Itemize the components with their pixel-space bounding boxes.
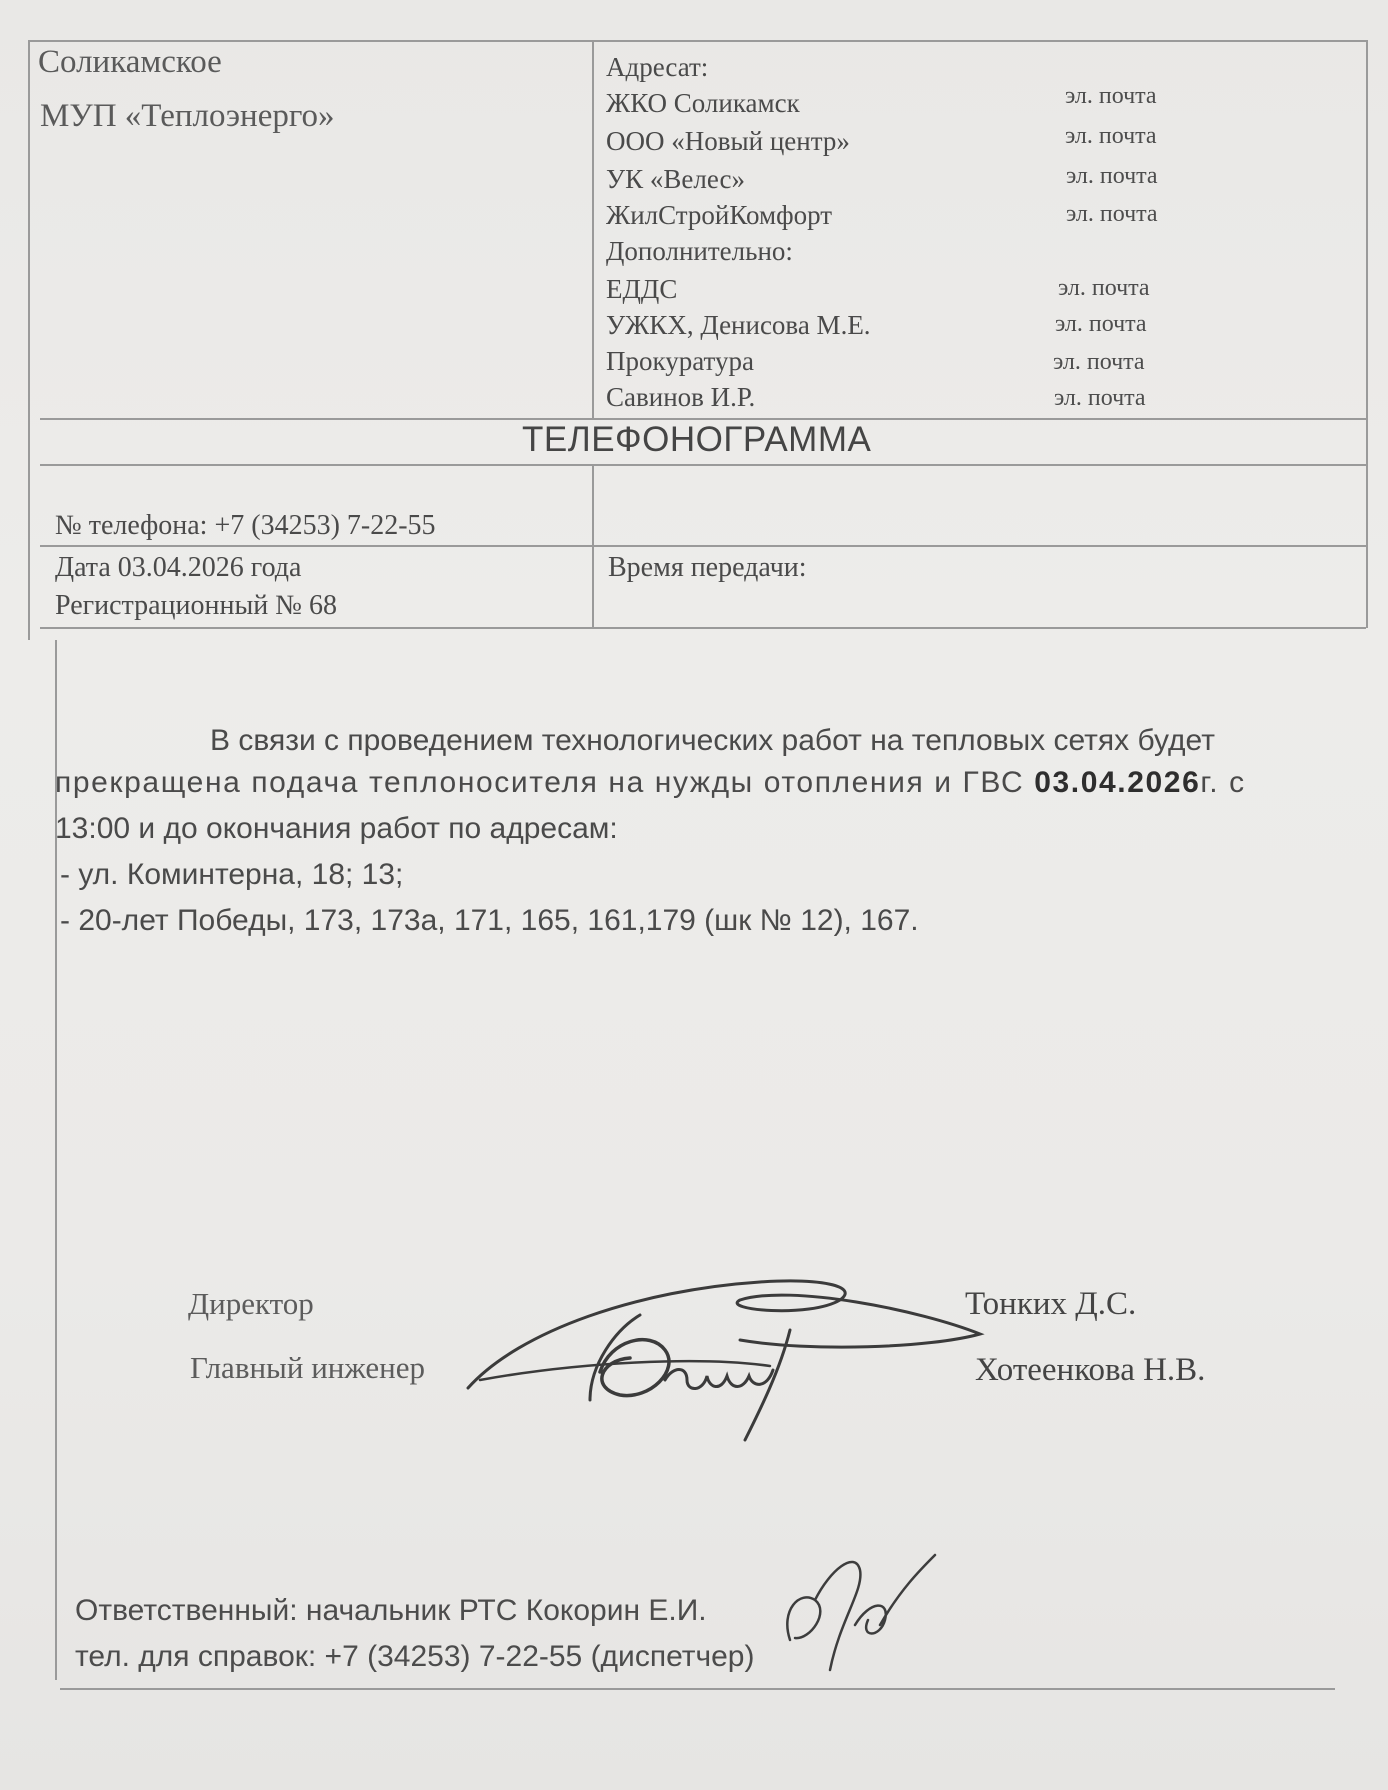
recipient-channel: эл. почта — [1053, 349, 1145, 375]
outage-date: 03.04.2026 — [1034, 766, 1201, 799]
body-line-2 — [55, 766, 1246, 800]
title-divider — [40, 464, 1366, 466]
recipient-name: ЖилСтройКомфорт — [606, 200, 833, 230]
registration-number: Регистрационный № 68 — [55, 590, 337, 621]
table-top-border — [28, 40, 1366, 42]
handwritten-signature — [460, 1270, 1020, 1450]
header-column-divider — [592, 42, 594, 418]
recipient-name: ЕДДС — [606, 274, 678, 304]
recipient-channel: эл. почта — [1065, 83, 1157, 109]
director-name: Тонких Д.С. — [965, 1286, 1137, 1322]
table-left-border — [28, 40, 30, 640]
chief-engineer-role: Главный инженер — [190, 1350, 426, 1385]
recipient-channel: эл. почта — [1065, 123, 1157, 149]
recipient-name: Савинов И.Р. — [606, 382, 756, 412]
reference-phone: тел. для справок: +7 (34253) 7-22-55 (диспетчер) — [75, 1640, 755, 1673]
handwritten-initials — [760, 1530, 940, 1680]
table-right-border — [1366, 40, 1368, 628]
transmit-time-label: Время передачи: — [608, 552, 807, 583]
recipient-channel: эл. почта — [1058, 275, 1150, 301]
body-line-2-text: прекращена подача теплоносителя на нужды отопления и ГВС — [55, 766, 1035, 799]
info-column-divider — [592, 464, 594, 627]
recipient-name: УЖКХ, Денисова М.Е. — [606, 310, 871, 340]
address-item: - 20-лет Победы, 173, 173а, 171, 165, 161,179 (шк № 12), 167. — [60, 904, 919, 937]
phone-number: № телефона: +7 (34253) 7-22-55 — [55, 510, 436, 541]
recipient-name: ЖКО Соликамск — [606, 88, 800, 118]
sender-name-line2: МУП «Теплоэнерго» — [40, 98, 335, 134]
recipient-name: УК «Велес» — [606, 164, 745, 194]
address-item: - ул. Коминтерна, 18; 13; — [60, 858, 404, 891]
recipient-channel: эл. почта — [1066, 163, 1158, 189]
recipient-name: Прокуратура — [606, 346, 754, 376]
sender-name-line1: Соликамское — [38, 44, 222, 80]
chief-engineer-name: Хотеенкова Н.В. — [975, 1352, 1206, 1388]
body-line-2-tail: г. с — [1200, 766, 1246, 799]
document-title: ТЕЛЕФОНОГРАММА — [522, 420, 872, 459]
recipient-channel: эл. почта — [1055, 311, 1147, 337]
body-line-1: В связи с проведением технологических работ на тепловых сетях будет — [210, 724, 1215, 757]
info-bottom-border — [40, 627, 1366, 629]
responsible-person: Ответственный: начальник РТС Кокорин Е.И. — [75, 1594, 707, 1627]
additional-recipients-header: Дополнительно: — [606, 236, 793, 266]
document-date: Дата 03.04.2026 года — [55, 552, 302, 583]
body-line-3: 13:00 и до окончания работ по адресам: — [55, 812, 618, 845]
director-role: Директор — [188, 1286, 314, 1321]
recipient-name: ООО «Новый центр» — [606, 126, 850, 156]
recipients-header: Адресат: — [606, 52, 709, 82]
recipient-channel: эл. почта — [1054, 385, 1146, 411]
recipient-channel: эл. почта — [1066, 201, 1158, 227]
info-divider — [40, 545, 1366, 547]
page-bottom-border — [60, 1688, 1335, 1690]
